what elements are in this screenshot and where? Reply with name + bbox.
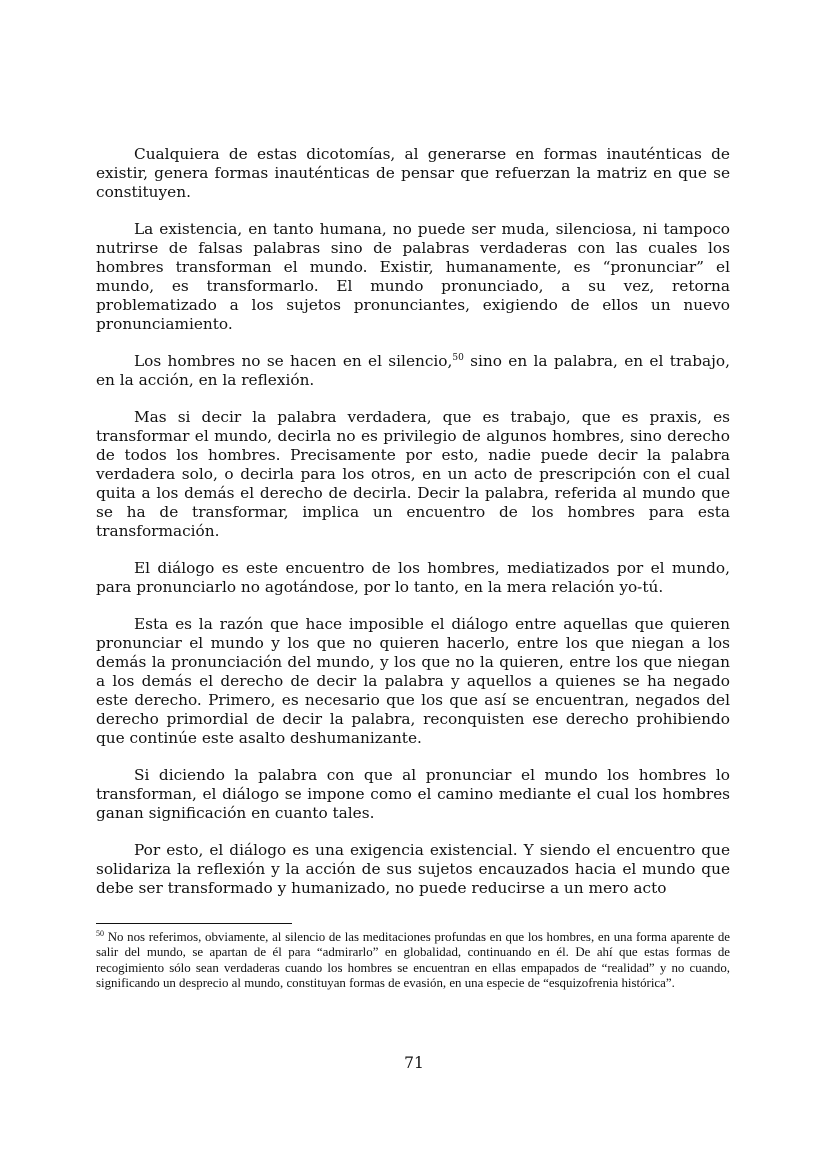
- paragraph-signification: Si diciendo la palabra con que al pronunciar el mundo los hombres lo transforman, el diálogo se impone como el camino mediante el cual los hombres ganan significación en cuanto tales.: [96, 766, 730, 822]
- paragraph-silence: [96, 352, 730, 390]
- paragraph-dichotomies: Cualquiera de estas dicotomías, al generarse en formas inauténticas de existir, genera formas inauténticas de pensar que refuerzan la matriz en que se constituyen.: [96, 145, 730, 201]
- footnote: [96, 930, 730, 991]
- footnote-reference[interactable]: 50: [452, 353, 464, 363]
- paragraph-true-word: Mas si decir la palabra verdadera, que es trabajo, que es praxis, es transformar el mundo, decirla no es privilegio de algunos hombres, sino derecho de todos los hombres. Precisamente por esto, nadie puede decir la palabra verdadera solo, o decirla para los otros, en un acto de prescripción con el cual quita a los demás el derecho de decirla. Decir la palabra, referida al mundo que se ha de transformar, implica un encuentro de los hombres para esta transformación.: [96, 408, 730, 540]
- footnote-text: No nos referimos, obviamente, al silencio de las meditaciones profundas en que los hombres, en una forma aparente de salir del mundo, se apartan de él para “admirarlo” en globalidad, continuando en él. De ahí que estas formas de recogimiento sólo sean verdaderas cuando los hombres se encuentran en ellas empapados de “realidad” y no cuando, significando un desprecio al mundo, constituyan formas de evasión, en una especie de “esquizofrenia histórica”.: [96, 930, 730, 990]
- page-body: [96, 145, 730, 916]
- paragraph-impossible-dialogue: Esta es la razón que hace imposible el diálogo entre aquellas que quieren pronunciar el mundo y los que no quieren hacerlo, entre los que niegan a los demás la pronunciación del mundo, y los que no la quieren, entre los que niegan a los demás el derecho de decir la palabra y aquellos a quienes se ha negado este derecho. Primero, es necesario que los que así se encuentran, negados del derecho primordial de decir la palabra, reconquisten ese derecho prohibiendo que continúe este asalto deshumanizante.: [96, 615, 730, 747]
- paragraph-existential-demand: Por esto, el diálogo es una exigencia existencial. Y siendo el encuentro que solidariza la reflexión y la acción de sus sujetos encauzados hacia el mundo que debe ser transformado y humanizado, no puede reducirse a un mero acto: [96, 841, 730, 897]
- paragraph-silence-end: sino en la palabra, en el trabajo, en la acción, en la reflexión.: [96, 352, 730, 389]
- paragraph-existence: La existencia, en tanto humana, no puede ser muda, silenciosa, ni tampoco nutrirse de falsas palabras sino de palabras verdaderas con las cuales los hombres transforman el mundo. Existir, humanamente, es “pronunciar” el mundo, es transformarlo. El mundo pronunciado, a su vez, retorna problematizado a los sujetos pronunciantes, exigiendo de ellos un nuevo pronunciamiento.: [96, 220, 730, 333]
- page-number: 71: [404, 1054, 424, 1072]
- paragraph-dialogue-encounter: El diálogo es este encuentro de los hombres, mediatizados por el mundo, para pronunciarlo no agotándose, por lo tanto, en la mera relación yo-tú.: [96, 559, 730, 596]
- footnote-number: 50: [96, 929, 104, 938]
- paragraph-silence-start: Los hombres no se hacen en el silencio,: [134, 352, 453, 370]
- footnote-separator: [96, 923, 292, 924]
